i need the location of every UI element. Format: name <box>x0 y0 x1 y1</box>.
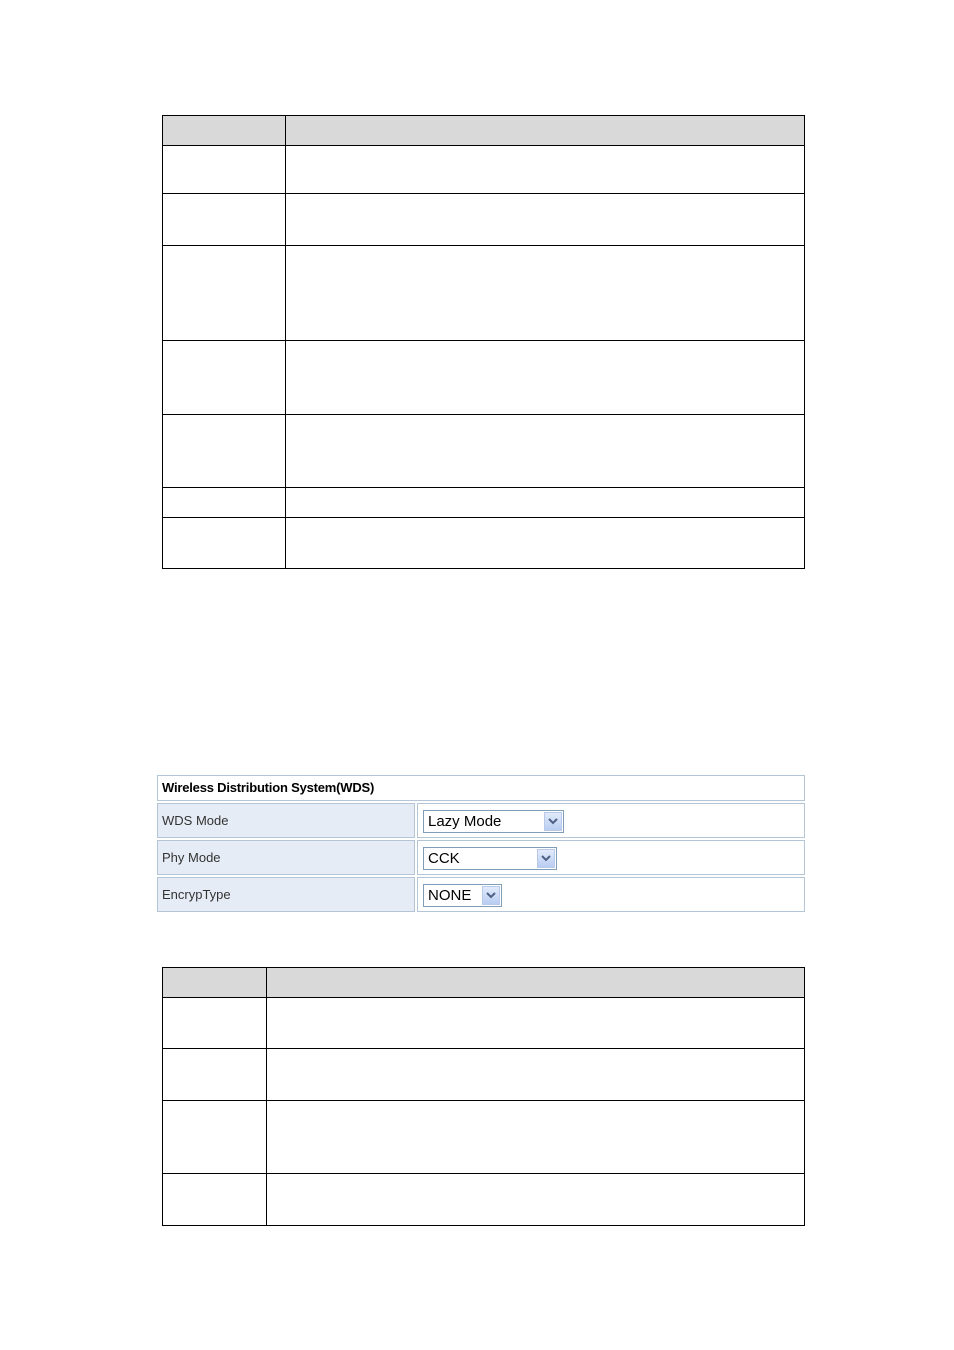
header-cell <box>163 968 267 998</box>
table-cell <box>163 1174 267 1226</box>
phy-mode-label: Phy Mode <box>157 840 415 875</box>
phy-mode-row <box>157 840 805 875</box>
wds-description-table <box>162 967 805 1226</box>
table-cell <box>163 246 286 341</box>
wds-mode-select[interactable] <box>423 810 564 833</box>
table-cell <box>163 415 286 488</box>
chevron-down-icon[interactable] <box>537 849 555 868</box>
table-cell <box>267 1101 805 1174</box>
table-cell <box>163 1101 267 1174</box>
table-cell <box>286 415 805 488</box>
table-cell <box>286 488 805 518</box>
wds-mode-row <box>157 803 805 838</box>
table-cell <box>267 1174 805 1226</box>
table-header-row <box>163 116 805 146</box>
encryp-type-cell <box>417 877 805 912</box>
table-cell <box>286 246 805 341</box>
table-row <box>163 246 805 341</box>
wds-panel-title: Wireless Distribution System(WDS) <box>157 775 805 801</box>
table-row <box>163 1174 805 1226</box>
table-cell <box>267 998 805 1049</box>
table-row <box>163 415 805 488</box>
wds-mode-selected-value: Lazy Mode <box>428 813 502 830</box>
table-cell <box>267 1049 805 1101</box>
table-row <box>163 998 805 1049</box>
encryp-type-select[interactable] <box>423 884 502 907</box>
table-cell <box>163 341 286 415</box>
table-row <box>163 518 805 569</box>
wds-mode-cell <box>417 803 805 838</box>
encryp-type-label: EncrypType <box>157 877 415 912</box>
phy-mode-select[interactable] <box>423 847 557 870</box>
table-cell <box>286 518 805 569</box>
phy-mode-selected-value: CCK <box>428 850 460 867</box>
wds-settings-panel <box>157 775 805 914</box>
table-row <box>163 341 805 415</box>
settings-description-table <box>162 115 805 569</box>
encryp-type-row <box>157 877 805 912</box>
table-cell <box>163 488 286 518</box>
chevron-down-icon[interactable] <box>544 812 562 831</box>
table-cell <box>163 518 286 569</box>
header-cell <box>163 116 286 146</box>
table-header-row <box>163 968 805 998</box>
table-cell <box>286 341 805 415</box>
table-row <box>163 488 805 518</box>
phy-mode-cell <box>417 840 805 875</box>
header-cell <box>267 968 805 998</box>
table-cell <box>163 1049 267 1101</box>
encryp-type-selected-value: NONE <box>428 887 472 904</box>
table-row <box>163 1101 805 1174</box>
wds-mode-label: WDS Mode <box>157 803 415 838</box>
table-cell <box>286 146 805 194</box>
table-row <box>163 194 805 246</box>
table-cell <box>163 146 286 194</box>
table-row <box>163 1049 805 1101</box>
table-cell <box>163 194 286 246</box>
header-cell <box>286 116 805 146</box>
table-row <box>163 146 805 194</box>
table-cell <box>163 998 267 1049</box>
table-cell <box>286 194 805 246</box>
chevron-down-icon[interactable] <box>482 886 500 905</box>
